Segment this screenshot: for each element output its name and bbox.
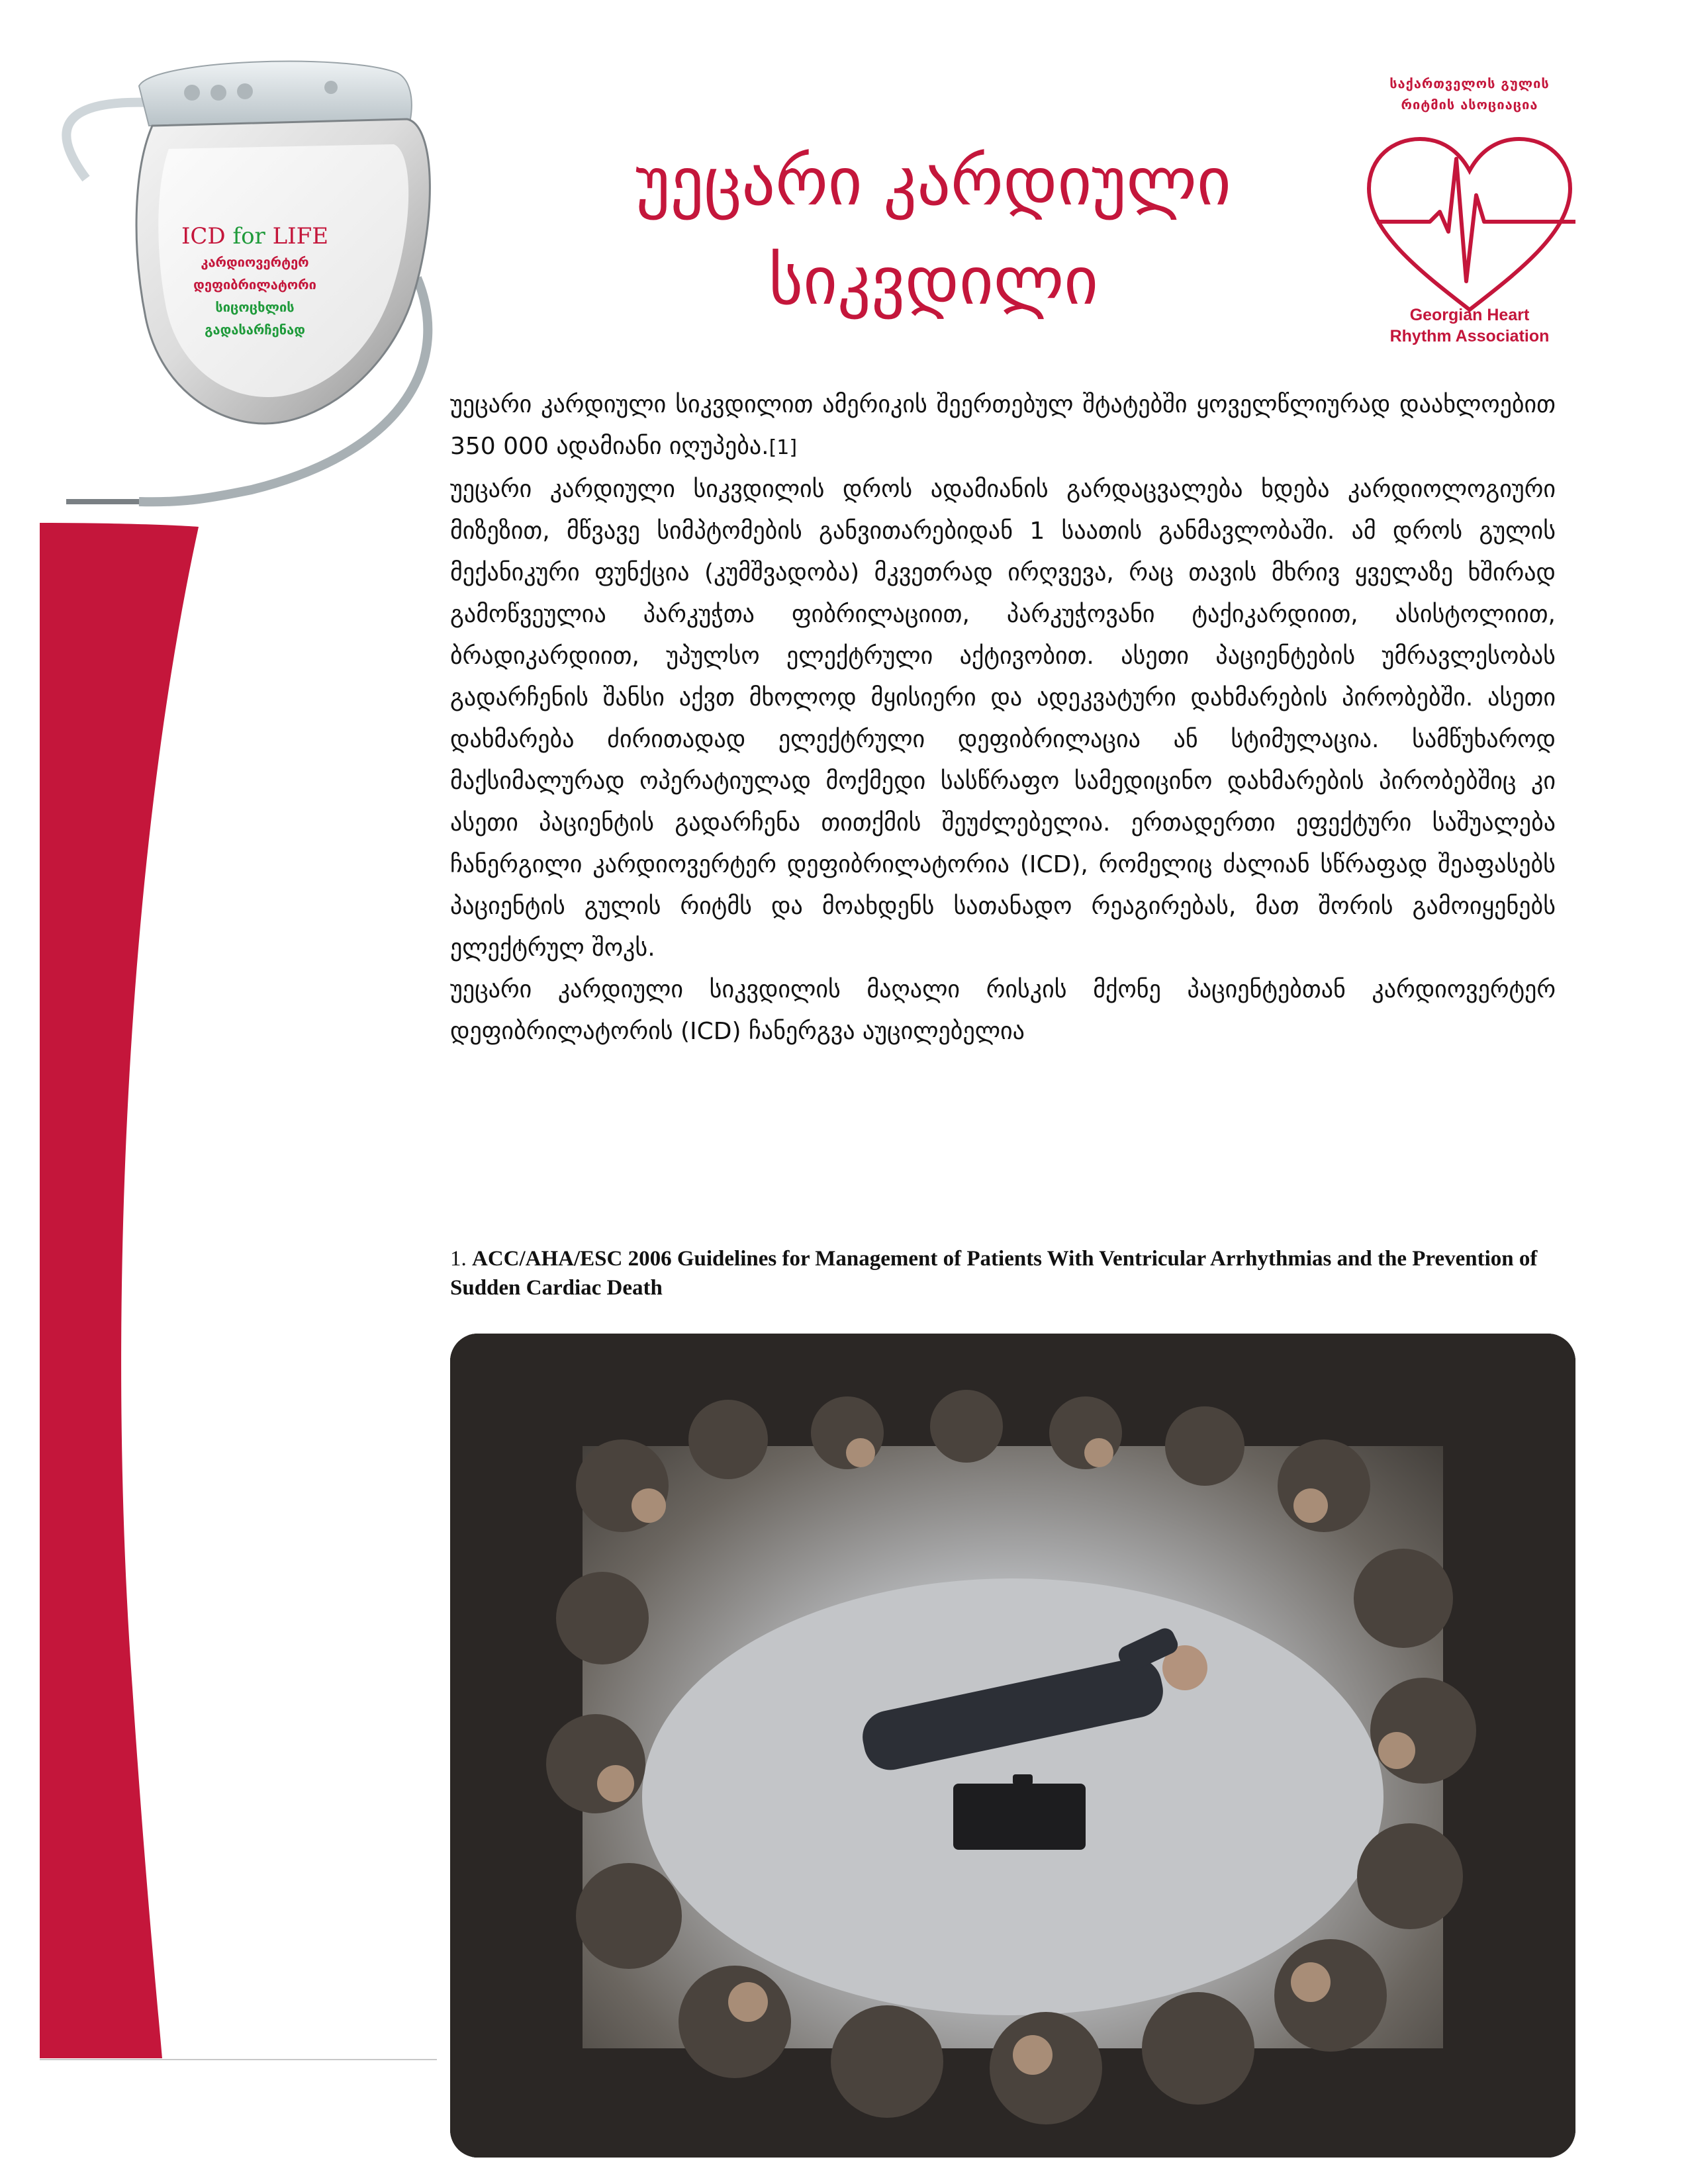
device-title — [162, 222, 348, 251]
reference-marker: [1] — [769, 436, 798, 459]
logo-georgian-line-1: საქართველოს გულის — [1389, 75, 1550, 91]
paragraph-2: უეცარი კარდიული სიკვდილის დროს ადამიანის გარდაცვალება ხდება კარდიოლოგიური მიზეზით, მწვავე სიმპტომების განვითარებიდან 1 საათის განმავლობაში. ამ დროს გულის მექანიკური ფუნქცია (კუმშვადობა) მკვეთრად ირღვევა, რაც თავის მხრივ ყველაზე ხშირად გამოწვეულია პარკუჭთა ფიბრილაციით, პარკუჭოვანი ტაქიკარდიით, ასისტოლიით, ბრადიკარდიით, უპულსო ელექტრული აქტივობით. ასეთი პაციენტების უმრავლესობას გადარჩენის შანსი აქვთ მხოლოდ მყისიერი და ადეკვატური დახმარების პირობებში. ასეთი დახმარება ძირითადად ელექტრული დეფიბრილაცია ან სტიმულაცია. სამწუხაროდ მაქსიმალურად ოპერატიულად მოქმედი სასწრაფო სამედიცინო დახმარების პირობებშიც კი ასეთი პაციენტის გადარჩენა თითქმის შეუძლებელია. ერთადერთი ეფექტური საშუალება ჩანერგილი კარდიოვერტერ დეფიბრილატორია (ICD), რომელიც ძალიან სწრაფად შეაფასებს პაციენტის გულის რიტმს და მოახდენს სათანადო რეაგირებას, მათ შორის გამოიყენებს ელექტრულ შოკს. — [450, 476, 1556, 962]
crowd-photo — [450, 1334, 1575, 2158]
logo-georgian-name — [1350, 73, 1589, 115]
reference-title: ACC/AHA/ESC 2006 Guidelines for Management of Patients With Ventricular Arrhythmias and the Prevention of Sudden Cardiac Death — [450, 1247, 1538, 1300]
page-title-line-1: უეცარი კარდიული — [635, 143, 1231, 220]
page-title-line-2: სიკვდილი — [768, 242, 1099, 320]
device-title-icd: ICD — [181, 223, 233, 250]
paragraph-1-text: უეცარი კარდიული სიკვდილით ამერიკის შეერთებულ შტატებში ყოველწლიურად დაახლოებით 350 000 ადამიანი იღუპება. — [450, 391, 1556, 460]
device-line-4: გადასარჩენად — [205, 322, 305, 338]
body-text — [450, 384, 1556, 1052]
association-logo — [1350, 73, 1589, 377]
device-line-3: სიცოცხლის — [215, 299, 295, 315]
heart-ecg-icon — [1357, 132, 1582, 318]
device-title-for: for — [232, 223, 265, 250]
page-title — [503, 132, 1364, 331]
device-line-2: დეფიბრილატორი — [193, 277, 316, 293]
paragraph-1 — [450, 384, 1556, 469]
logo-english-line-1: Georgian Heart — [1409, 306, 1530, 324]
device-label — [162, 222, 348, 341]
logo-english-line-2: Rhythm Association — [1389, 327, 1550, 345]
logo-georgian-line-2: რიტმის ასოციაცია — [1401, 97, 1538, 113]
reference — [450, 1244, 1562, 1302]
paragraph-3: უეცარი კარდიული სიკვდილის მაღალი რისკის მქონე პაციენტებთან კარდიოვერტერ დეფიბრილატორის (ICD) ჩანერგვა აუცილებელია — [450, 976, 1556, 1045]
reference-number: 1. — [450, 1247, 472, 1271]
device-line-1: კარდიოვერტერ — [201, 254, 309, 270]
logo-english-name — [1350, 304, 1589, 347]
device-title-life: LIFE — [265, 223, 329, 250]
